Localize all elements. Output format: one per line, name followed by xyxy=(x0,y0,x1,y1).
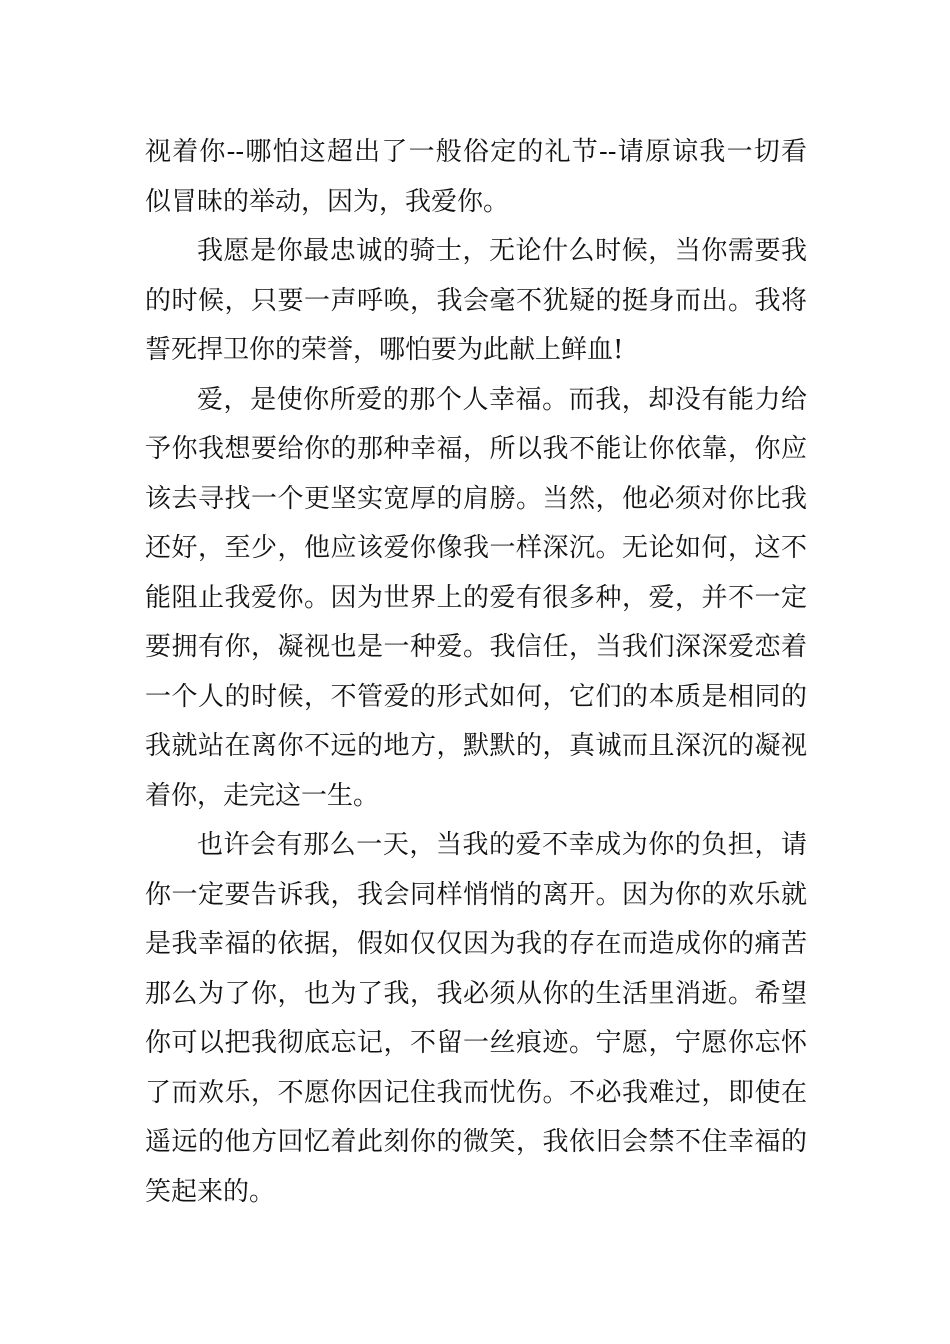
text-line: 那么为了你，也为了我，我必须从你的生活里消逝。希望 xyxy=(145,978,807,1009)
text-line: 你一定要告诉我，我会同样悄悄的离开。因为你的欢乐就 xyxy=(145,879,807,910)
text-line: 着你，走完这一生。 xyxy=(145,780,380,811)
text-line: 一个人的时候，不管爱的形式如何，它们的本质是相同的 xyxy=(145,681,807,712)
body-text xyxy=(145,128,807,1217)
text-line: 要拥有你，凝视也是一种爱。我信任，当我们深深爱恋着 xyxy=(145,632,807,662)
text-line: 了而欢乐，不愿你因记住我而忧伤。不必我难过，即使在 xyxy=(145,1077,807,1108)
text-line: 是我幸福的依据，假如仅仅因为我的存在而造成你的痛苦 xyxy=(145,929,807,959)
text-line: 也许会有那么一天，当我的爱不幸成为你的负担，请 xyxy=(197,830,807,860)
text-line: 视着你--哪怕这超出了一般俗定的礼节--请原谅我一切看 xyxy=(145,137,807,167)
text-line: 誓死捍卫你的荣誉，哪怕要为此献上鲜血! xyxy=(145,335,624,365)
text-line: 你可以把我彻底忘记，不留一丝痕迹。宁愿，宁愿你忘怀 xyxy=(145,1028,807,1058)
text-line: 似冒昧的举动，因为，我爱你。 xyxy=(145,186,510,217)
text-line: 还好，至少，他应该爱你像我一样深沉。无论如何，这不 xyxy=(145,533,807,563)
text-line: 我就站在离你不远的地方，默默的，真诚而且深沉的凝视 xyxy=(145,731,807,761)
text-line: 笑起来的。 xyxy=(145,1176,276,1207)
text-line: 爱，是使你所爱的那个人幸福。而我，却没有能力给 xyxy=(197,384,807,415)
text-line: 予你我想要给你的那种幸福，所以我不能让你依靠，你应 xyxy=(145,434,807,464)
text-line: 我愿是你最忠诚的骑士，无论什么时候，当你需要我 xyxy=(197,236,807,266)
text-line: 能阻止我爱你。因为世界上的爱有很多种，爱，并不一定 xyxy=(145,582,807,613)
text-line: 的时候，只要一声呼唤，我会毫不犹疑的挺身而出。我将 xyxy=(145,285,807,316)
text-line: 遥远的他方回忆着此刻你的微笑，我依旧会禁不住幸福的 xyxy=(145,1127,807,1157)
text-line: 该去寻找一个更坚实宽厚的肩膀。当然，他必须对你比我 xyxy=(145,483,807,514)
